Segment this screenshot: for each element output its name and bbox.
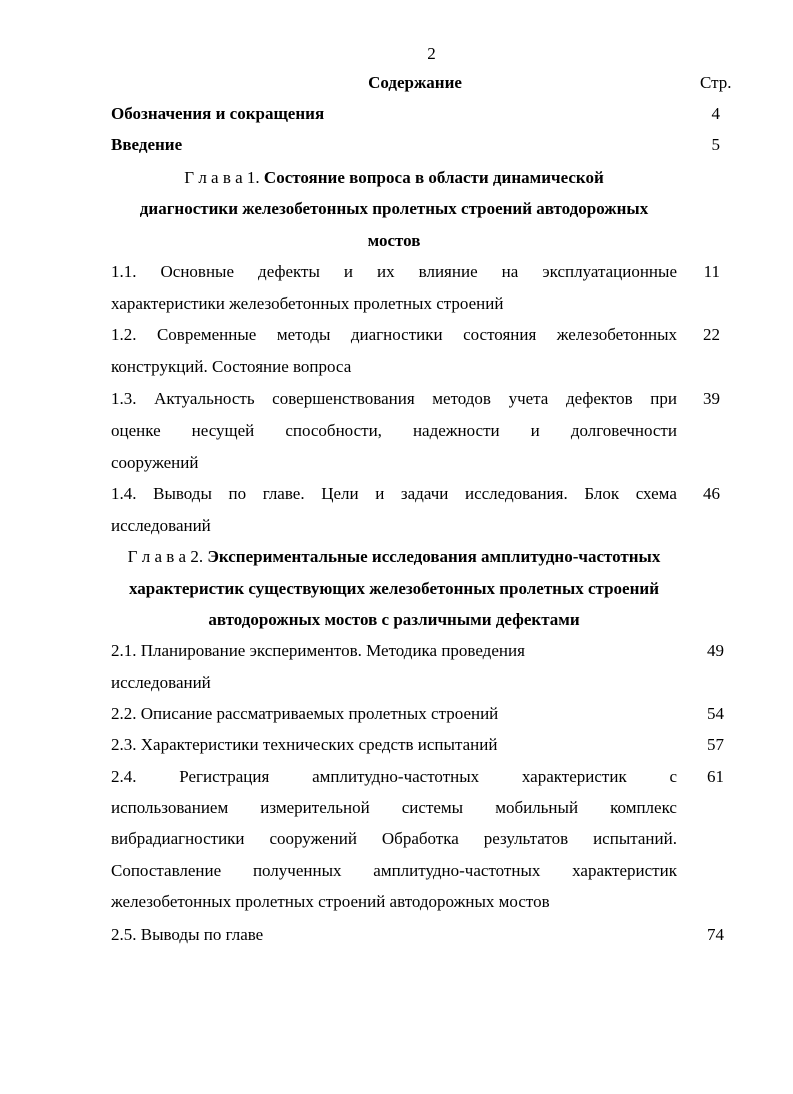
word: и (375, 484, 385, 503)
word: по (228, 484, 247, 503)
word: 1.3. (111, 389, 137, 408)
word: задачи (400, 484, 449, 503)
toc-page-2-1: 49 (707, 641, 724, 660)
word: методов (432, 389, 491, 408)
word: использованием (111, 798, 229, 817)
chapter1-title-part1: Состояние вопроса в области динамической (263, 168, 604, 187)
word: мобильный (495, 798, 579, 817)
word: исследования. (464, 484, 568, 503)
toc-entry-2-4-line5: железобетонных пролетных строений автодорожных мостов (111, 892, 550, 911)
word: состояния (463, 325, 537, 344)
word: и (343, 262, 354, 281)
toc-entry-1-2-line2: конструкций. Состояние вопроса (111, 357, 352, 376)
word: эксплуатационные (542, 262, 677, 281)
toc-entry-2-4-line3 (111, 829, 677, 849)
toc-title: Содержание (368, 73, 462, 92)
word: при (650, 389, 677, 408)
word: 2.4. (111, 767, 137, 786)
toc-page-2-4: 61 (707, 767, 724, 786)
word: 1.1. (111, 262, 137, 281)
toc-page-introduction: 5 (711, 135, 720, 154)
chapter2-title-part1: Экспериментальные исследования амплитудно-частотных (207, 547, 661, 566)
toc-page-abbreviations: 4 (711, 104, 720, 123)
word: 1.2. (111, 325, 137, 344)
word: Актуальность (154, 389, 255, 408)
toc-entry-1-2-line1 (111, 325, 677, 345)
word: Цели (321, 484, 359, 503)
word: железобетонных (556, 325, 677, 344)
chapter1-heading-line3: мостов (367, 231, 421, 250)
toc-entry-2-4-line4 (111, 861, 677, 881)
word: дефектов (565, 389, 633, 408)
chapter2-heading-line2: характеристик существующих железобетонных пролетных строений (128, 579, 659, 598)
toc-page-2-2: 54 (707, 704, 724, 723)
word: схема (635, 484, 677, 503)
toc-entry-1-1-line2: характеристики железобетонных пролетных строений (111, 294, 504, 313)
toc-entry-2-3: 2.3. Характеристики технических средств испытаний (111, 735, 498, 754)
word: диагностики (350, 325, 443, 344)
word: измерительной (260, 798, 370, 817)
page-column-header: Стр. (700, 73, 732, 92)
word: методы (276, 325, 331, 344)
word: влияние (418, 262, 478, 281)
word: характеристик (572, 861, 677, 880)
word: системы (401, 798, 464, 817)
chapter1-heading-line1 (111, 168, 677, 188)
word: несущей (191, 421, 255, 440)
toc-page-2-5: 74 (707, 925, 724, 944)
toc-entry-2-2: 2.2. Описание рассматриваемых пролетных строений (111, 704, 499, 723)
toc-entry-1-3-line2 (111, 421, 677, 441)
word: Основные (160, 262, 235, 281)
word: результатов (483, 829, 569, 848)
word: испытаний. (593, 829, 677, 848)
word: полученных (252, 861, 342, 880)
word: с (669, 767, 677, 786)
toc-page-1-3: 39 (703, 389, 720, 408)
chapter1-prefix: Г л а в а 1. (184, 168, 260, 187)
toc-entry-2-1-line1: 2.1. Планирование экспериментов. Методика проведения (111, 641, 525, 660)
word: характеристик (521, 767, 627, 786)
word: 1.4. (111, 484, 137, 503)
word: сооружений (269, 829, 357, 848)
word: учета (508, 389, 549, 408)
toc-entry-1-4-line2: исследований (111, 516, 211, 535)
chapter2-heading-line1 (111, 547, 677, 567)
page-number: 2 (427, 44, 436, 63)
toc-entry-1-1-line1 (111, 262, 677, 282)
word: Блок (584, 484, 620, 503)
toc-page-1-2: 22 (703, 325, 720, 344)
toc-entry-introduction: Введение (111, 135, 183, 154)
word: главе. (262, 484, 305, 503)
toc-entry-abbreviations: Обозначения и сокращения (111, 104, 325, 123)
word: амплитудно-частотных (373, 861, 541, 880)
word: амплитудно-частотных (312, 767, 480, 786)
word: Обработка (381, 829, 459, 848)
toc-page-1-1: 11 (703, 262, 720, 281)
word: совершенствования (272, 389, 415, 408)
word: Регистрация (179, 767, 270, 786)
word: Выводы (153, 484, 212, 503)
toc-entry-2-1-line2: исследований (111, 673, 211, 692)
toc-entry-1-3-line3: сооружений (111, 453, 199, 472)
word: Современные (156, 325, 257, 344)
word: способности, (285, 421, 382, 440)
toc-entry-2-4-line1 (111, 767, 677, 787)
word: долговечности (570, 421, 677, 440)
word: их (377, 262, 395, 281)
word: на (501, 262, 519, 281)
word: комплекс (610, 798, 677, 817)
word: и (530, 421, 540, 440)
toc-entry-1-3-line1 (111, 389, 677, 409)
toc-entry-2-4-line2 (111, 798, 677, 818)
toc-page-2-3: 57 (707, 735, 724, 754)
toc-entry-1-4-line1 (111, 484, 677, 504)
toc-page-1-4: 46 (703, 484, 720, 503)
word: вибрадиагностики (111, 829, 245, 848)
chapter2-prefix: Г л а в а 2. (127, 547, 204, 566)
toc-entry-2-5: 2.5. Выводы по главе (111, 925, 264, 944)
word: Сопоставление (111, 861, 222, 880)
word: надежности (412, 421, 500, 440)
word: оценке (111, 421, 161, 440)
word: дефекты (258, 262, 320, 281)
chapter1-heading-line2: диагностики железобетонных пролетных строений автодорожных (139, 199, 649, 218)
chapter2-heading-line3: автодорожных мостов с различными дефектами (208, 610, 580, 629)
